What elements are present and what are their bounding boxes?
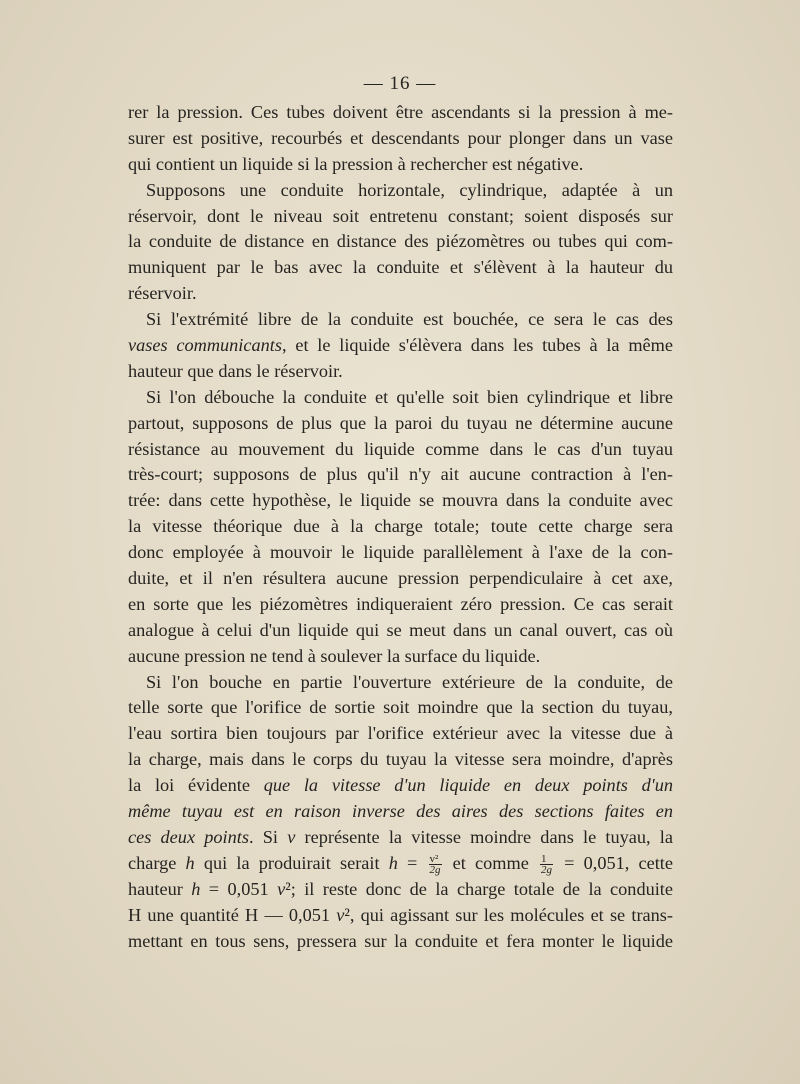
text-run: Si l'on débouche la conduite et qu'elle soit bien cylindrique et libre — [146, 386, 673, 407]
text-line — [128, 903, 673, 929]
text-line — [128, 877, 673, 903]
text-run: et comme — [443, 852, 538, 873]
text-run: Si l'extrémité libre de la conduite est bouchée, ce sera le cas des — [146, 309, 673, 330]
text-line — [128, 851, 673, 877]
text-line — [128, 747, 673, 773]
text-line — [128, 618, 673, 644]
text-run: aucune pression ne tend à soulever la surface du liquide. — [128, 645, 541, 666]
text-line — [128, 359, 673, 385]
text-line — [128, 695, 673, 721]
italic-text: ces deux points — [128, 826, 249, 847]
text-line — [128, 204, 673, 230]
fraction-denominator: 2g — [541, 864, 552, 877]
text-run: = — [397, 852, 427, 873]
text-line — [128, 670, 673, 696]
text-line — [128, 540, 673, 566]
text-line — [128, 126, 673, 152]
text-run: qui la produirait serait — [194, 852, 389, 873]
fraction — [540, 854, 553, 875]
text-line — [128, 229, 673, 255]
text-run: la charge, mais dans le corps du tuyau la vitesse sera moindre, d'après — [128, 749, 673, 770]
text-run: analogue à celui d'un liquide qui se meut dans un canal ouvert, cas où — [128, 619, 673, 640]
text-run: muniquent par le bas avec la conduite et s'élèvent à la hauteur du — [128, 257, 673, 278]
italic-text: v — [277, 878, 286, 899]
text-line — [128, 799, 673, 825]
text-run: ², qui agissant sur les molécules et se trans- — [344, 904, 673, 925]
text-run: la vitesse théorique due à la charge totale; toute cette charge sera — [128, 516, 673, 537]
text-line — [128, 411, 673, 437]
text-line — [128, 437, 673, 463]
text-line — [128, 255, 673, 281]
text-run: charge — [128, 852, 186, 873]
text-run: la loi évidente — [128, 775, 264, 796]
text-run: telle sorte que l'orifice de sortie soit moindre que la section du tuyau, — [128, 697, 673, 718]
text-run: l'eau sortira bien toujours par l'orifice extérieur avec la vitesse due à — [128, 723, 673, 744]
text-line — [128, 462, 673, 488]
text-line — [128, 488, 673, 514]
italic-text: v — [287, 826, 296, 847]
text-run: qui contient un liquide si la pression à rechercher est négative. — [128, 153, 584, 174]
fraction-numerator: 1 — [540, 854, 553, 865]
italic-text: même tuyau est en raison inverse des aires des sections faites en — [128, 801, 673, 822]
text-line — [128, 514, 673, 540]
text-run: réservoir, dont le niveau soit entretenu constant; soient disposés sur — [128, 205, 673, 226]
text-run: H une quantité H — 0,051 — [128, 904, 337, 925]
text-line — [128, 281, 673, 307]
italic-text: h — [191, 878, 201, 899]
text-run: , et le liquide s'élèvera dans les tubes à la même — [281, 335, 673, 356]
text-run: donc employée à mouvoir le liquide parallèlement à l'axe de la con- — [128, 542, 673, 563]
fraction-denominator: 2g — [429, 864, 441, 877]
text-line — [128, 385, 673, 411]
text-line — [128, 178, 673, 204]
text-line — [128, 592, 673, 618]
text-run: mettant en tous sens, pressera sur la conduite et fera monter le liquide — [128, 930, 673, 951]
italic-text: que la vitesse d'un liquide en deux points d'un — [263, 775, 673, 796]
italic-text: v — [336, 904, 345, 925]
text-line — [128, 644, 673, 670]
fraction — [429, 854, 442, 875]
text-run: hauteur que dans le réservoir. — [128, 360, 343, 381]
text-line — [128, 100, 673, 126]
text-line — [128, 152, 673, 178]
text-run: surer est positive, recourbés et descendants pour plonger dans un vase — [128, 127, 673, 148]
text-run: trée: dans cette hypothèse, le liquide se mouvra dans la conduite avec — [128, 490, 673, 511]
body-text — [128, 100, 673, 954]
text-run: . Si — [248, 826, 288, 847]
text-run: duite, et il n'en résultera aucune pression perpendiculaire à cet axe, — [128, 568, 673, 589]
italic-text: h — [388, 852, 398, 873]
text-line — [128, 307, 673, 333]
text-line — [128, 825, 673, 851]
text-run: Supposons une conduite horizontale, cylindrique, adaptée à un — [146, 179, 673, 200]
italic-text: vases communicants — [128, 335, 282, 356]
text-run: = 0,051, cette — [555, 852, 673, 873]
text-line — [128, 773, 673, 799]
text-line — [128, 333, 673, 359]
text-run: très-court; supposons de plus qu'il n'y ait aucune contraction à l'en- — [128, 464, 673, 485]
text-run: représente la vitesse moindre dans le tuyau, la — [295, 826, 673, 847]
text-run: Si l'on bouche en partie l'ouverture extérieure de la conduite, de — [146, 671, 673, 692]
text-run: résistance au mouvement du liquide comme dans le cas d'un tuyau — [128, 438, 673, 459]
text-line — [128, 721, 673, 747]
text-line — [128, 929, 673, 955]
text-run: ²; il reste donc de la charge totale de la conduite — [285, 878, 673, 899]
fraction-numerator: v² — [429, 854, 442, 865]
text-run: réservoir. — [128, 283, 197, 304]
italic-text: h — [185, 852, 195, 873]
text-run: en sorte que les piézomètres indiqueraient zéro pression. Ce cas serait — [128, 593, 673, 614]
text-run: partout, supposons de plus que la paroi du tuyau ne détermine aucune — [128, 412, 673, 433]
text-run: = 0,051 — [200, 878, 278, 899]
text-run: rer la pression. Ces tubes doivent être ascendants si la pression à me- — [128, 102, 673, 122]
page-number: — 16 — — [363, 73, 437, 94]
text-run: hauteur — [128, 878, 192, 899]
text-line — [128, 566, 673, 592]
text-run: la conduite de distance en distance des piézomètres ou tubes qui com- — [128, 231, 673, 252]
